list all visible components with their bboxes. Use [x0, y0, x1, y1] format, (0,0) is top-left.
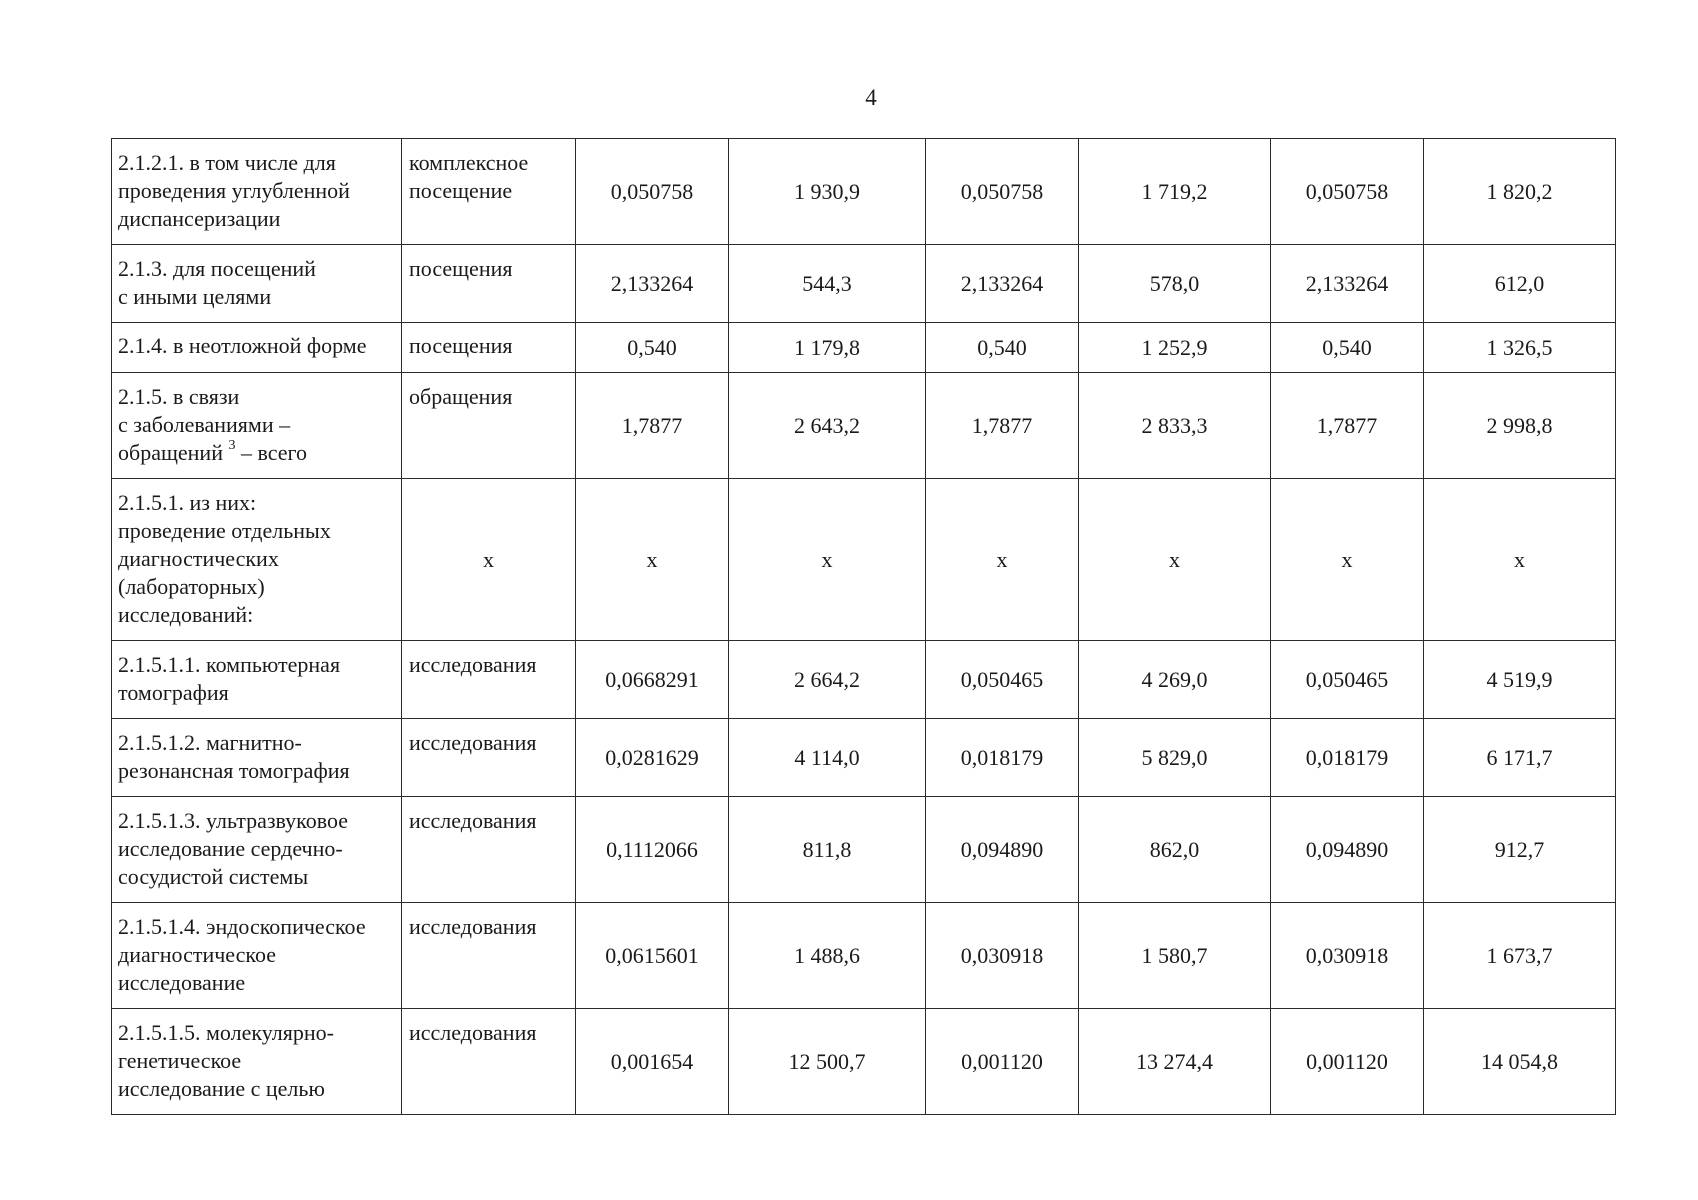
row-name-line: 2.1.5. в связи [118, 384, 240, 409]
row-name-line: 2.1.5.1. из них: [118, 490, 257, 515]
row-name-line: резонансная томография [118, 758, 350, 783]
value-cell: 0,030918 [926, 903, 1079, 1009]
row-name-line: диагностических [118, 546, 279, 571]
value-cell: 1 580,7 [1079, 903, 1271, 1009]
row-unit-line: исследования [409, 914, 537, 939]
value-cell: 12 500,7 [729, 1009, 926, 1115]
value-cell: 1 820,2 [1424, 139, 1616, 245]
table-row [112, 641, 1616, 719]
row-name-cell [112, 323, 402, 373]
value-cell: х [576, 479, 729, 641]
value-cell: 1 326,5 [1424, 323, 1616, 373]
row-name-line: исследование с целью [118, 1076, 325, 1101]
row-name-line: исследований: [118, 602, 254, 627]
footnote-mark: 3 [228, 437, 236, 453]
value-cell: 0,0281629 [576, 719, 729, 797]
row-name-line: 2.1.5.1.4. эндоскопическое [118, 914, 366, 939]
row-name-line: с заболеваниями – [118, 412, 291, 437]
table-row [112, 903, 1616, 1009]
value-cell: 0,540 [926, 323, 1079, 373]
value-cell: 2 643,2 [729, 373, 926, 479]
row-name-text: – всего [235, 440, 308, 465]
standards-table [111, 138, 1616, 1115]
page-number: 4 [865, 85, 877, 110]
row-name-line: 2.1.5.1.3. ультразвуковое [118, 808, 349, 833]
value-cell: 0,001120 [1271, 1009, 1424, 1115]
value-cell: 0,0668291 [576, 641, 729, 719]
value-cell: 1,7877 [1271, 373, 1424, 479]
value-cell: 0,001654 [576, 1009, 729, 1115]
value-cell: 5 829,0 [1079, 719, 1271, 797]
row-unit-line: исследования [409, 808, 537, 833]
value-cell: 2 664,2 [729, 641, 926, 719]
value-cell: 0,050758 [1271, 139, 1424, 245]
value-cell: 0,094890 [1271, 797, 1424, 903]
row-name-line: 2.1.2.1. в том числе для [118, 150, 336, 175]
table-row [112, 139, 1616, 245]
row-unit-cell [402, 479, 576, 641]
row-name-line: с иными целями [118, 284, 272, 309]
row-unit-line: х [483, 546, 494, 572]
value-cell: 13 274,4 [1079, 1009, 1271, 1115]
value-cell: 0,050465 [1271, 641, 1424, 719]
row-name-cell [112, 797, 402, 903]
table-row [112, 797, 1616, 903]
value-cell: 1 252,9 [1079, 323, 1271, 373]
value-cell: 2,133264 [576, 245, 729, 323]
row-unit-line: комплексное [409, 150, 529, 175]
row-unit-line: исследования [409, 730, 537, 755]
value-cell: 544,3 [729, 245, 926, 323]
table-row [112, 245, 1616, 323]
value-cell: х [1424, 479, 1616, 641]
value-cell: 1 673,7 [1424, 903, 1616, 1009]
value-cell: 1,7877 [926, 373, 1079, 479]
row-name-cell [112, 479, 402, 641]
value-cell: 1 930,9 [729, 139, 926, 245]
value-cell: 0,018179 [1271, 719, 1424, 797]
value-cell: 0,1112066 [576, 797, 729, 903]
value-cell: 2,133264 [1271, 245, 1424, 323]
row-name-cell [112, 1009, 402, 1115]
row-unit-cell [402, 373, 576, 479]
row-name-cell [112, 641, 402, 719]
value-cell: 0,030918 [1271, 903, 1424, 1009]
value-cell: 2,133264 [926, 245, 1079, 323]
value-cell: 1 179,8 [729, 323, 926, 373]
row-name-line: диспансеризации [118, 206, 281, 231]
row-unit-line: обращения [409, 384, 513, 409]
value-cell: 912,7 [1424, 797, 1616, 903]
row-name-line: (лабораторных) [118, 574, 265, 599]
value-cell: 4 269,0 [1079, 641, 1271, 719]
row-unit-cell [402, 1009, 576, 1115]
row-name-cell [112, 139, 402, 245]
value-cell: 0,540 [576, 323, 729, 373]
row-name-cell [112, 245, 402, 323]
table-row [112, 1009, 1616, 1115]
value-cell: х [729, 479, 926, 641]
row-name-line: 2.1.5.1.1. компьютерная [118, 652, 341, 677]
value-cell: 4 114,0 [729, 719, 926, 797]
value-cell: 0,001120 [926, 1009, 1079, 1115]
table-body [112, 139, 1616, 1115]
row-unit-cell [402, 139, 576, 245]
value-cell: х [1271, 479, 1424, 641]
table-row [112, 719, 1616, 797]
value-cell: 811,8 [729, 797, 926, 903]
value-cell: 0,0615601 [576, 903, 729, 1009]
value-cell: 4 519,9 [1424, 641, 1616, 719]
row-name-line: 2.1.3. для посещений [118, 256, 316, 281]
row-unit-line: посещения [409, 256, 513, 281]
row-name-text: обращений [118, 440, 223, 465]
row-name-line: 2.1.4. в неотложной форме [118, 333, 367, 358]
value-cell: 1,7877 [576, 373, 729, 479]
row-unit-cell [402, 903, 576, 1009]
table-row [112, 373, 1616, 479]
value-cell: 2 833,3 [1079, 373, 1271, 479]
table-row [112, 479, 1616, 641]
value-cell: х [1079, 479, 1271, 641]
value-cell: 2 998,8 [1424, 373, 1616, 479]
row-name-cell [112, 373, 402, 479]
value-cell: 0,540 [1271, 323, 1424, 373]
value-cell: 1 488,6 [729, 903, 926, 1009]
row-unit-line: исследования [409, 652, 537, 677]
row-unit-line: посещение [409, 178, 513, 203]
row-name-line [118, 439, 397, 467]
value-cell: 862,0 [1079, 797, 1271, 903]
row-name-line: проведение отдельных [118, 518, 331, 543]
row-unit-cell [402, 245, 576, 323]
row-unit-cell [402, 797, 576, 903]
value-cell: х [926, 479, 1079, 641]
row-unit-line: исследования [409, 1020, 537, 1045]
row-unit-cell [402, 323, 576, 373]
value-cell: 0,050758 [926, 139, 1079, 245]
row-name-line: диагностическое [118, 942, 276, 967]
value-cell: 1 719,2 [1079, 139, 1271, 245]
row-name-line: 2.1.5.1.2. магнитно- [118, 730, 302, 755]
value-cell: 0,094890 [926, 797, 1079, 903]
row-name-line: 2.1.5.1.5. молекулярно- [118, 1020, 334, 1045]
row-name-line: сосудистой системы [118, 864, 309, 889]
value-cell: 0,050758 [576, 139, 729, 245]
row-unit-cell [402, 641, 576, 719]
row-unit-cell [402, 719, 576, 797]
value-cell: 6 171,7 [1424, 719, 1616, 797]
row-name-line: генетическое [118, 1048, 242, 1073]
row-unit-line: посещения [409, 333, 513, 358]
row-name-line: исследование [118, 970, 246, 995]
value-cell: 612,0 [1424, 245, 1616, 323]
row-name-line: исследование сердечно- [118, 836, 343, 861]
value-cell: 14 054,8 [1424, 1009, 1616, 1115]
row-name-line: томография [118, 680, 229, 705]
row-name-cell [112, 719, 402, 797]
table-row [112, 323, 1616, 373]
value-cell: 0,050465 [926, 641, 1079, 719]
value-cell: 0,018179 [926, 719, 1079, 797]
value-cell: 578,0 [1079, 245, 1271, 323]
row-name-line: проведения углубленной [118, 178, 350, 203]
row-name-cell [112, 903, 402, 1009]
